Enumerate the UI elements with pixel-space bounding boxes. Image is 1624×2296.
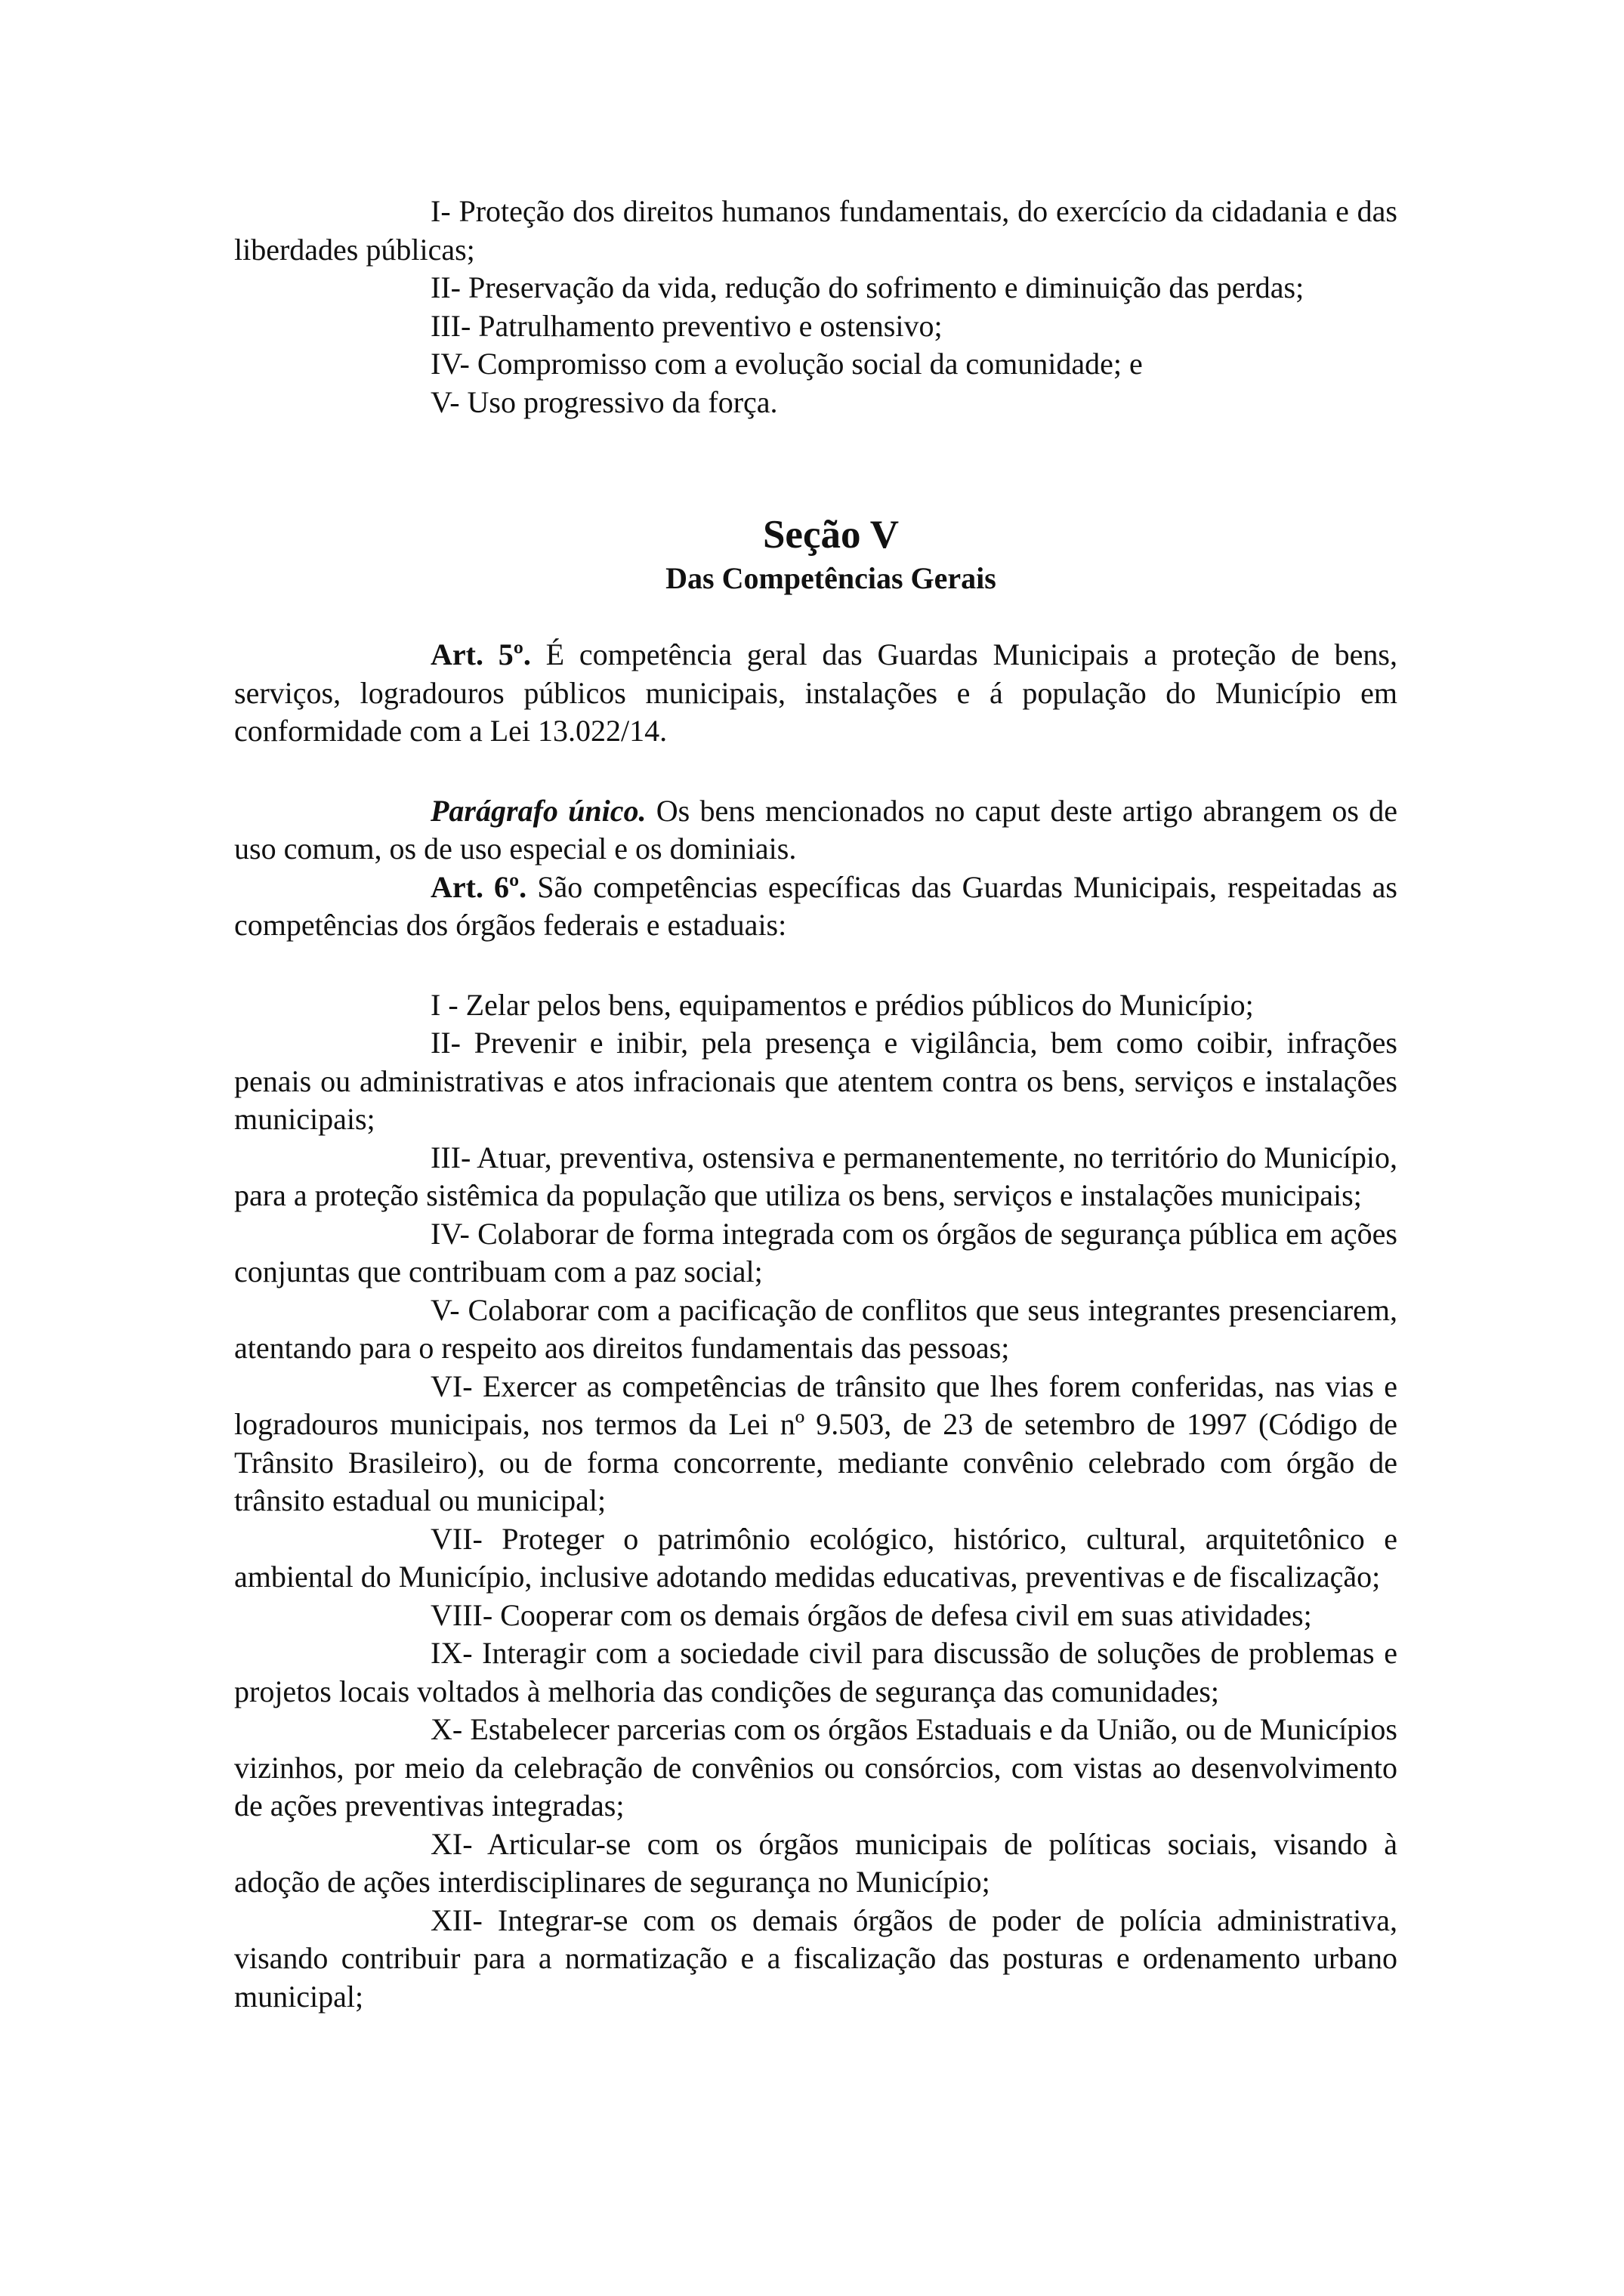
intro-item-1: I- Proteção dos direitos humanos fundamentais, do exercício da cidadania e das liberdades públicas; bbox=[234, 194, 1397, 267]
article-5-label: Art. 5º. bbox=[431, 637, 531, 671]
art6-item-9: IX- Interagir com a sociedade civil para discussão de soluções de problemas e projetos locais voltados à melhoria das condições de segurança das comunidades; bbox=[234, 1636, 1397, 1708]
page-body bbox=[234, 193, 1397, 2016]
section-subtitle: Das Competências Gerais bbox=[665, 561, 996, 595]
art6-item-5: V- Colaborar com a pacificação de conflitos que seus integrantes presenciarem, atentando para o respeito aos direitos fundamentais das pessoas; bbox=[234, 1292, 1397, 1365]
art6-item-8: VIII- Cooperar com os demais órgãos de defesa civil em suas atividades; bbox=[431, 1597, 1312, 1632]
paragrafo-unico-text: Os bens mencionados no caput deste artigo abrangem os de uso comum, os de uso especial e os dominiais. bbox=[234, 793, 1398, 866]
art6-item-11: XI- Articular-se com os órgãos municipais de políticas sociais, visando à adoção de ações interdisciplinares de segurança no Município; bbox=[234, 1826, 1397, 1899]
article-5 bbox=[234, 636, 1397, 751]
art6-item-3: III- Atuar, preventiva, ostensiva e permanentemente, no território do Município, para a proteção sistêmica da população que utiliza os bens, serviços e instalações municipais; bbox=[234, 1140, 1397, 1212]
art6-item-7: VII- Proteger o patrimônio ecológico, histórico, cultural, arquitetônico e ambiental do Município, inclusive adotando medidas educativas, preventivas e de fiscalização; bbox=[234, 1521, 1397, 1594]
article-6-text: São competências específicas das Guardas Municipais, respeitadas as competências dos órgãos federais e estaduais: bbox=[234, 869, 1397, 942]
art6-item-12: XII- Integrar-se com os demais órgãos de poder de polícia administrativa, visando contribuir para a normatização e a fiscalização das posturas e ordenamento urbano municipal; bbox=[234, 1903, 1397, 2014]
article-5-text: É competência geral das Guardas Municipais a proteção de bens, serviços, logradouros públicos municipais, instalações e á população do Município em conformidade com a Lei 13.022/14. bbox=[234, 637, 1397, 748]
intro-item-4: IV- Compromisso com a evolução social da comunidade; e bbox=[431, 347, 1143, 381]
intro-item-3: III- Patrulhamento preventivo e ostensivo; bbox=[431, 308, 943, 343]
art6-item-2: II- Prevenir e inibir, pela presença e vigilância, bem como coibir, infrações penais ou administrativas e atos infracionais que atentem contra os bens, serviços e instalações municipais; bbox=[234, 1026, 1397, 1136]
paragrafo-unico bbox=[234, 792, 1397, 869]
art6-item-6: VI- Exercer as competências de trânsito que lhes forem conferidas, nas vias e logradouros municipais, nos termos da Lei nº 9.503, de 23 de setembro de 1997 (Código de Trânsito Brasileiro), ou de forma concorrente, mediante convênio celebrado com órgão de trânsito estadual ou municipal; bbox=[234, 1369, 1397, 1517]
article-6 bbox=[234, 869, 1397, 945]
art6-item-1: I - Zelar pelos bens, equipamentos e prédios públicos do Município; bbox=[431, 987, 1254, 1022]
section-title: Seção V bbox=[762, 513, 900, 557]
intro-item-2: II- Preservação da vida, redução do sofrimento e diminuição das perdas; bbox=[431, 270, 1304, 304]
intro-item-5: V- Uso progressivo da força. bbox=[431, 384, 778, 419]
art6-item-4: IV- Colaborar de forma integrada com os órgãos de segurança pública em ações conjuntas que contribuam com a paz social; bbox=[234, 1216, 1397, 1288]
paragrafo-unico-label: Parágrafo único. bbox=[431, 793, 647, 828]
article-6-label: Art. 6º. bbox=[431, 869, 527, 904]
art6-item-10: X- Estabelecer parcerias com os órgãos Estaduais e da União, ou de Municípios vizinhos, por meio da celebração de convênios ou consórcios, com vistas ao desenvolvimento de ações preventivas integradas; bbox=[234, 1712, 1397, 1822]
